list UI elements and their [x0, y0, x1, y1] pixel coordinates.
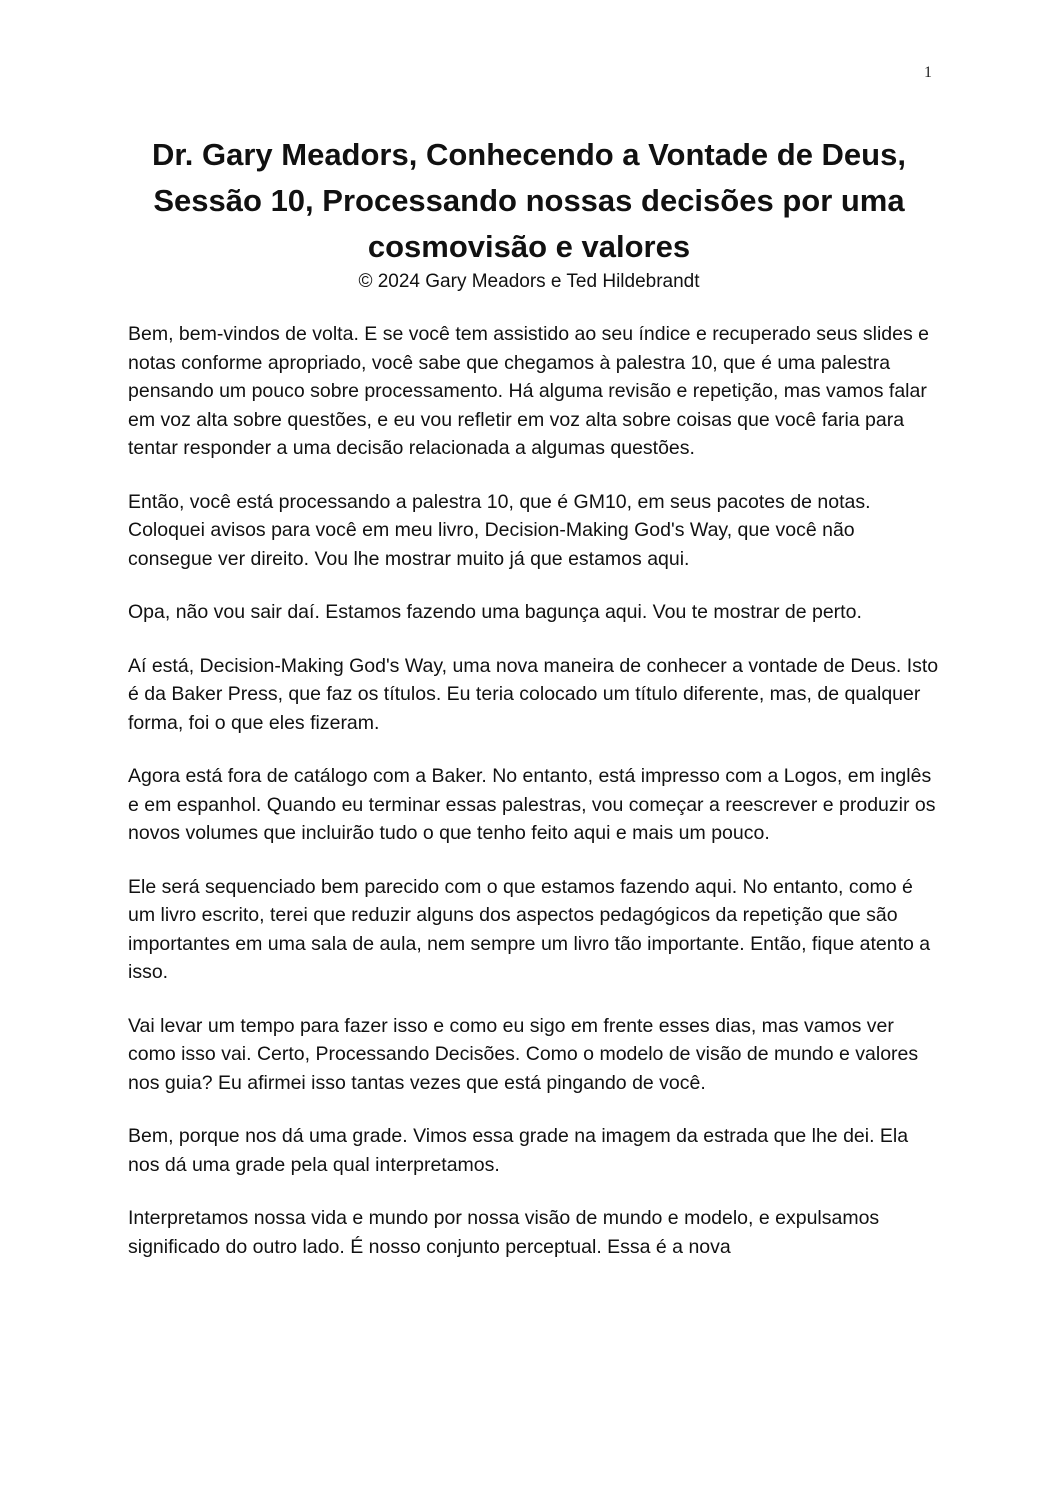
copyright-line: © 2024 Gary Meadors e Ted Hildebrandt [358, 271, 700, 292]
paragraph: Interpretamos nossa vida e mundo por nossa visão de mundo e modelo, e expulsamos significado do outro lado. É nosso conjunto perceptual. Essa é a nova [128, 1207, 880, 1258]
paragraph: Opa, não vou sair daí. Estamos fazendo uma bagunça aqui. Vou te mostrar de perto. [128, 601, 862, 623]
paragraph: Então, você está processando a palestra 10, que é GM10, em seus pacotes de notas. Coloquei avisos para você em meu livro, Decision-Making God's Way, que você não consegue ver direito. Vou lhe mostrar muito já que estamos aqui. [128, 490, 871, 570]
paragraph: Ele será sequenciado bem parecido com o que estamos fazendo aqui. No entanto, como é um livro escrito, terei que reduzir alguns dos aspectos pedagógicos da repetição que são importantes em uma sala de aula, nem sempre um livro tão importante. Então, fique atento a isso. [128, 875, 931, 983]
paragraph: Bem, porque nos dá uma grade. Vimos essa grade na imagem da estrada que lhe dei. Ela nos dá uma grade pela qual interpretamos. [128, 1125, 909, 1176]
document-body [128, 320, 940, 1286]
paragraph: Agora está fora de catálogo com a Baker. No entanto, está impresso com a Logos, em inglês e em espanhol. Quando eu terminar essas palestras, vou começar a reescrever e produzir os novos volumes que incluirão tudo o que tenho feito aqui e mais um pouco. [128, 765, 936, 844]
title-block [100, 132, 958, 294]
paragraph: Aí está, Decision-Making God's Way, uma nova maneira de conhecer a vontade de Deus. Isto é da Baker Press, que faz os títulos. Eu teria colocado um título diferente, mas, de qualquer forma, foi o que eles fizeram. [128, 654, 939, 734]
document-title: Dr. Gary Meadors, Conhecendo a Vontade de Deus, Sessão 10, Processando nossas decisões por uma cosmovisão e valores [152, 137, 906, 264]
paragraph: Bem, bem-vindos de volta. E se você tem assistido ao seu índice e recuperado seus slides e notas conforme apropriado, você sabe que chegamos à palestra 10, que é uma palestra pensando um pouco sobre processamento. Há alguma revisão e repetição, mas vamos falar em voz alta sobre questões, e eu vou refletir em voz alta sobre coisas que você faria para tentar responder a uma decisão relacionada a algumas questões. [128, 323, 930, 459]
page-number: 1 [924, 64, 932, 81]
paragraph: Vai levar um tempo para fazer isso e como eu sigo em frente esses dias, mas vamos ver como isso vai. Certo, Processando Decisões. Como o modelo de visão de mundo e valores nos guia? Eu afirmei isso tantas vezes que está pingando de você. [128, 1014, 919, 1094]
